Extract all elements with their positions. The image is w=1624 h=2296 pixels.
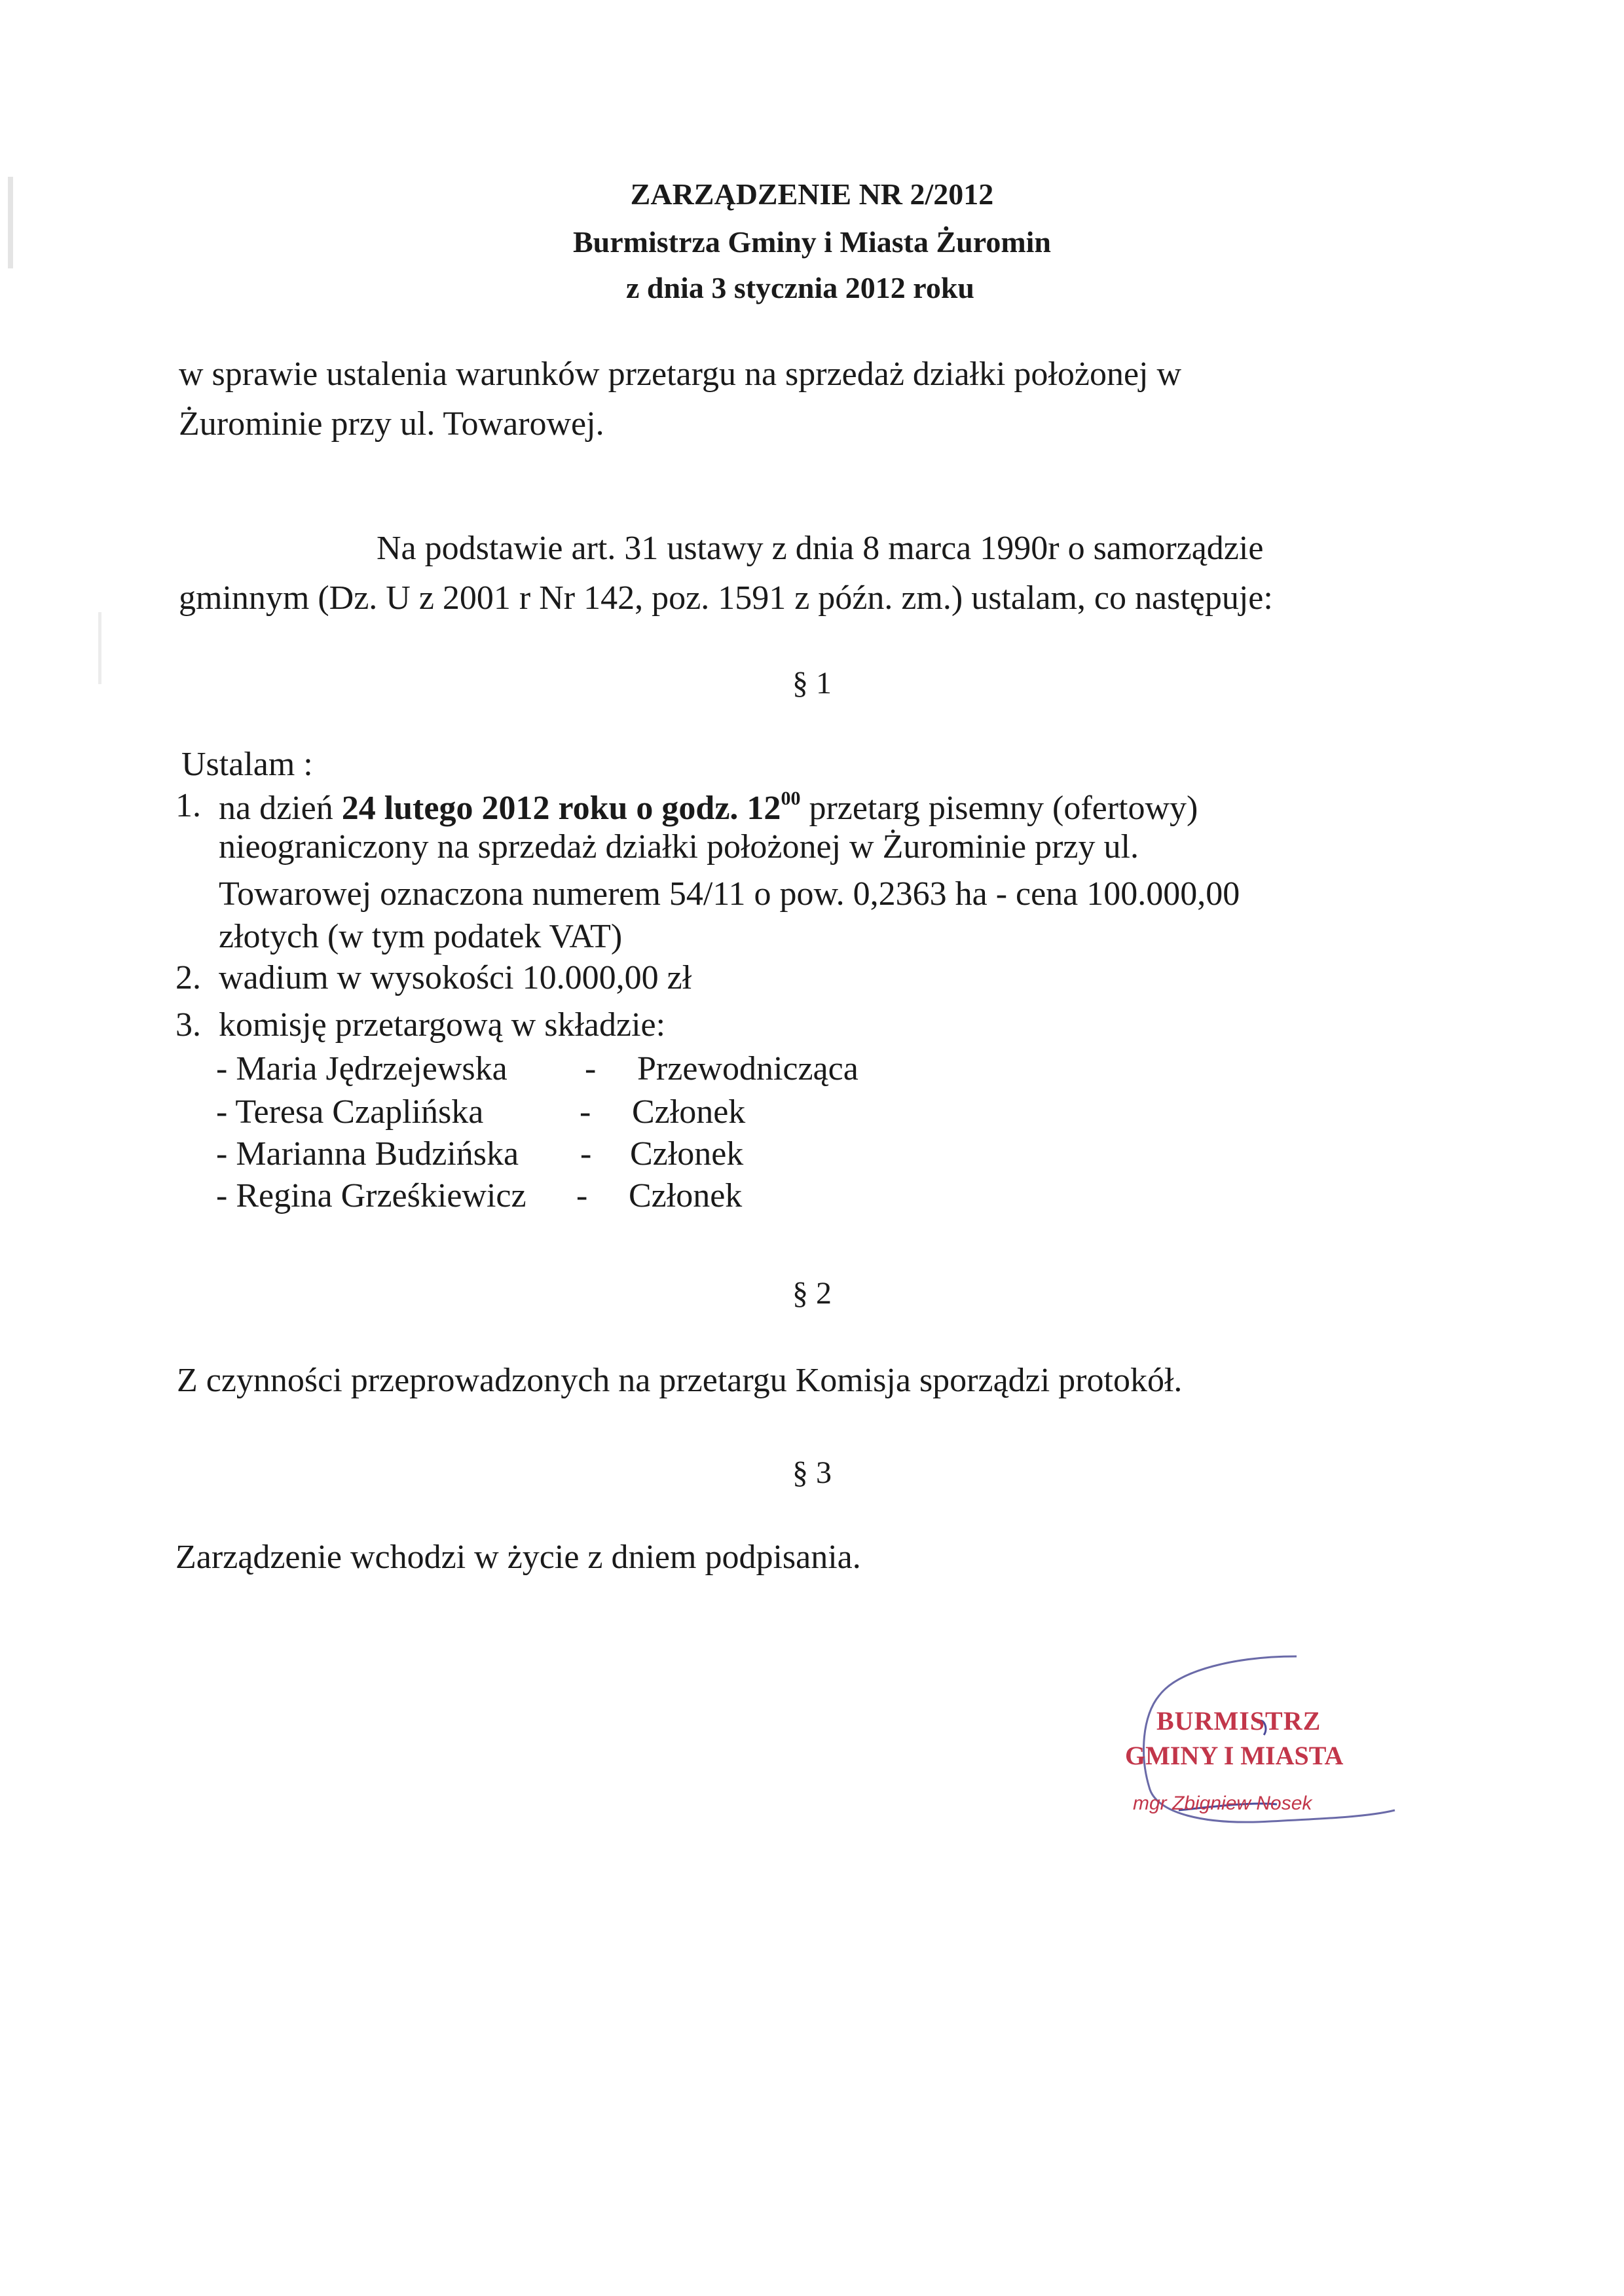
list-item-2: wadium w wysokości 10.000,00 zł [219,959,692,996]
section-3-text: Zarządzenie wchodzi w życie z dniem podpisania. [175,1539,861,1576]
subject-line: Żurominie przy ul. Towarowej. [179,405,604,443]
list-item-3: komisję przetargową w składzie: [219,1006,666,1044]
document-issuer: Burmistrza Gminy i Miasta Żuromin [572,225,1052,259]
item-text: na dzień [219,790,342,827]
section-heading-2: § 2 [792,1276,832,1311]
section-intro: Ustalam : [181,746,313,783]
document-date: z dnia 3 stycznia 2012 roku [625,271,975,304]
committee-member-name: - Marianna Budzińska [216,1135,519,1173]
document-title: ZARZĄDZENIE NR 2/2012 [630,177,994,211]
section-heading-1: § 1 [792,666,832,701]
list-item-number: 1. [175,787,201,824]
official-stamp [1107,1650,1414,1846]
list-item-number: 2. [175,959,201,996]
legal-basis-line: gminnym (Dz. U z 2001 r Nr 142, poz. 1591 z późn. zm.) ustalam, co następuje: [179,579,1273,617]
section-2-text: Z czynności przeprowadzonych na przetargu Komisja sporządzi protokół. [177,1362,1183,1399]
stamp-title: BURMISTRZ [1156,1706,1321,1736]
committee-member-role: Członek [629,1177,743,1214]
list-item-1-line: Towarowej oznaczona numerem 54/11 o pow. 0,2363 ha - cena 100.000,00 [219,875,1240,913]
auction-date: 24 lutego 2012 roku o godz. 12 [341,790,781,827]
committee-member-separator: - [576,1177,588,1214]
committee-member-role: Członek [632,1093,746,1131]
committee-member-name: - Maria Jędrzejewska [216,1050,507,1087]
committee-member-separator: - [580,1135,592,1173]
committee-member-separator: - [585,1050,597,1087]
list-item-number: 3. [175,1006,201,1044]
list-item-1-line [219,789,1198,826]
stamp-signatory: mgr Zbigniew Nosek [1133,1793,1312,1814]
subject-line: w sprawie ustalenia warunków przetargu na sprzedaż działki położonej w [179,355,1182,393]
committee-member-role: Członek [630,1135,744,1173]
list-item-1-line: nieograniczony na sprzedaż działki położonej w Żurominie przy ul. [219,828,1139,866]
auction-time-minutes: 00 [781,788,801,809]
item-text: przetarg pisemny (ofertowy) [800,790,1198,827]
committee-member-separator: - [580,1093,591,1131]
list-item-1-line: złotych (w tym podatek VAT) [219,918,623,955]
section-heading-3: § 3 [792,1455,832,1490]
committee-member-role: Przewodnicząca [637,1050,858,1087]
stamp-subtitle: GMINY I MIASTA [1125,1741,1344,1770]
legal-basis-line: Na podstawie art. 31 ustawy z dnia 8 marca 1990r o samorządzie [377,530,1264,567]
committee-member-name: - Regina Grześkiewicz [216,1177,526,1214]
committee-member-name: - Teresa Czaplińska [216,1093,484,1131]
